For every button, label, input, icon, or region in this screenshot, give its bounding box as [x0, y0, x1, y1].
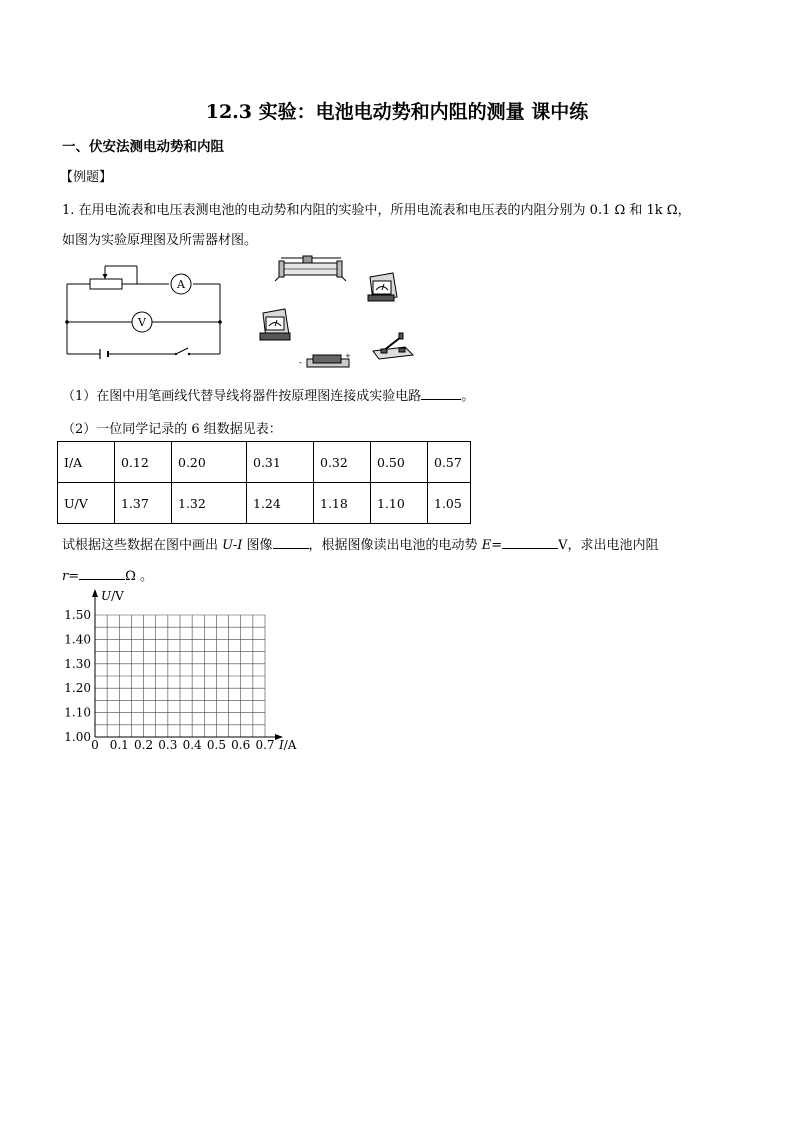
example-tag: 【例题】: [60, 170, 113, 185]
y-axis-label: U/V: [101, 589, 124, 603]
x-tick-label: 0.3: [158, 738, 178, 752]
ui-symbol: U-I: [222, 538, 243, 553]
table-row: [58, 483, 471, 524]
x-tick-labels: [91, 738, 274, 752]
r-symbol: r: [62, 569, 69, 584]
x-tick-label: 0.6: [231, 738, 251, 752]
y-tick-label: 1.00: [64, 730, 91, 744]
y-tick-labels: [64, 608, 91, 744]
y-axis-arrow-icon: [92, 589, 98, 597]
table-cell: 0.31: [247, 442, 314, 483]
text-fragment: ，根据图像读出电池的电动势: [308, 538, 482, 553]
ammeter-label: A: [177, 278, 185, 291]
ui-graph[interactable]: [55, 585, 315, 760]
x-tick-label: 0.1: [109, 738, 129, 752]
text-fragment: V，求出电池内阻: [558, 538, 659, 553]
switch-illustration: [373, 333, 413, 359]
ammeter: [171, 274, 191, 294]
x-tick-label: 0.5: [206, 738, 226, 752]
circuit-diagram: [62, 260, 228, 360]
table-cell: 0.12: [115, 442, 172, 483]
svg-text:+: +: [345, 352, 351, 360]
sub-question-1-end: 。: [461, 389, 475, 404]
svg-text:-: -: [299, 358, 302, 367]
voltmeter-label: V: [138, 316, 146, 329]
x-tick-label: 0.7: [255, 738, 275, 752]
x-tick-label: 0.4: [182, 738, 202, 752]
rheostat-illustration: [275, 256, 346, 281]
answer-blank-1[interactable]: [421, 386, 461, 400]
table-cell: 1.37: [115, 483, 172, 524]
text-fragment: 试根据这些数据在图中画出: [62, 538, 223, 553]
table-cell: I/A: [58, 442, 115, 483]
text-fragment: =: [491, 538, 503, 553]
rheostat: [90, 279, 122, 289]
y-tick-label: 1.30: [64, 656, 91, 671]
page-title: 12.3 实验：电池电动势和内阻的测量 课中练: [205, 101, 589, 123]
text-fragment: Ω 。: [125, 569, 154, 584]
question-line-4: [62, 565, 153, 584]
question-line-3: [62, 534, 658, 553]
equipment-illustration: [255, 255, 425, 370]
y-tick-label: 1.10: [64, 705, 91, 720]
sub-question-1: [62, 385, 474, 404]
answer-blank-4[interactable]: [79, 566, 125, 580]
meter-illustration-1: [368, 273, 397, 301]
table-cell: 1.32: [172, 483, 247, 524]
table-cell: 0.50: [371, 442, 428, 483]
chart-grid: [95, 615, 265, 737]
voltmeter: [132, 312, 152, 332]
table-row: [58, 442, 471, 483]
y-tick-label: 1.50: [64, 608, 91, 622]
y-tick-label: 1.20: [64, 681, 91, 696]
table-cell: 0.57: [428, 442, 471, 483]
meter-illustration-2: [260, 309, 290, 340]
table-cell: 1.10: [371, 483, 428, 524]
sub-question-2: （2）一位同学记录的 6 组数据见表：: [62, 422, 282, 437]
battery-illustration: [299, 352, 351, 367]
data-table: [57, 441, 471, 524]
table-cell: 1.24: [247, 483, 314, 524]
answer-blank-2[interactable]: [273, 535, 309, 549]
x-axis-label: I/A: [279, 738, 297, 752]
e-symbol: E: [481, 538, 492, 553]
table-cell: U/V: [58, 483, 115, 524]
y-tick-label: 1.40: [64, 632, 91, 647]
x-tick-label: 0: [91, 738, 99, 752]
question-line-2: 如图为实验原理图及所需器材图。: [62, 233, 258, 248]
sub-question-1-text: （1）在图中用笔画线代替导线将器件按原理图连接成实验电路: [62, 389, 422, 404]
section-heading: 一、伏安法测电动势和内阻: [62, 139, 224, 155]
table-cell: 0.20: [172, 442, 247, 483]
answer-blank-3[interactable]: [502, 535, 558, 549]
table-cell: 1.05: [428, 483, 471, 524]
chart-axes: [95, 595, 277, 737]
text-fragment: =: [68, 569, 80, 584]
table-cell: 0.32: [314, 442, 371, 483]
question-line-1: 1. 在用电流表和电压表测电池的电动势和内阻的实验中，所用电流表和电压表的内阻分别为 0.1 Ω 和 1k Ω，: [62, 203, 691, 218]
x-tick-label: 0.2: [134, 738, 154, 752]
slider-arrow-icon: [103, 274, 108, 279]
table-cell: 1.18: [314, 483, 371, 524]
text-fragment: 图像: [242, 538, 273, 553]
